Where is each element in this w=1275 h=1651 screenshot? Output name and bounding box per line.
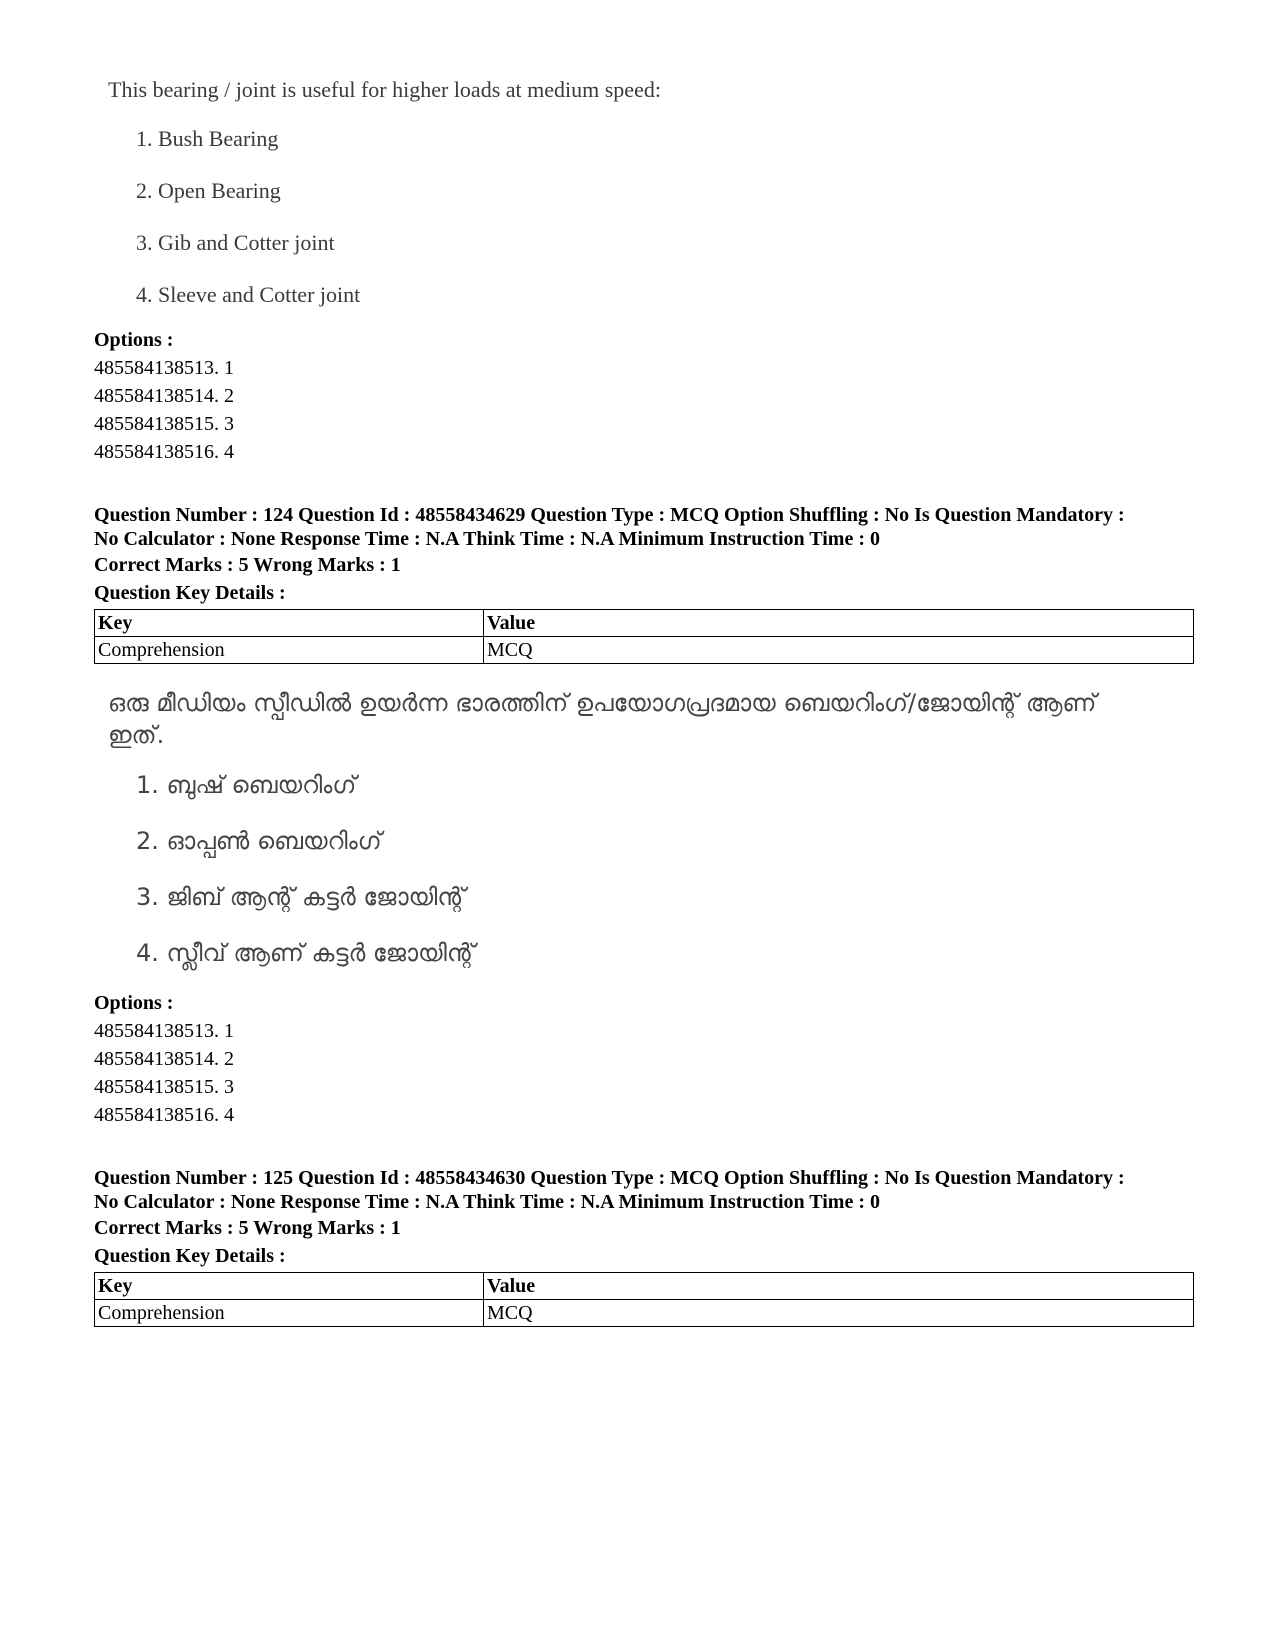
table-cell-key: Comprehension (95, 637, 484, 664)
key-details-table (94, 1272, 1194, 1327)
table-row (95, 1300, 1194, 1327)
table-header-key: Key (95, 1273, 484, 1300)
answer-item: 1. ബുഷ് ബെയറിംഗ് (136, 771, 357, 799)
answer-item: 4. സ്ലീവ് ആണ് കട്ടർ ജോയിന്റ് (136, 939, 476, 967)
question-stem: This bearing / joint is useful for higher loads at medium speed: (108, 77, 661, 102)
question-meta-line: Question Number : 124 Question Id : 48558434629 Question Type : MCQ Option Shuffling : No Is Question Mandatory : (94, 504, 1125, 526)
answer-item: 3. ജിബ് ആന്റ് കട്ടർ ജോയിന്റ് (136, 883, 466, 911)
question-image-english (108, 72, 1158, 322)
question-meta (94, 503, 1194, 551)
key-details-table (94, 609, 1194, 664)
answer-item: 3. Gib and Cotter joint (136, 230, 335, 255)
answer-item: 4. Sleeve and Cotter joint (136, 282, 361, 307)
answer-item: 2. ഓപ്പൺ ബെയറിംഗ് (136, 827, 382, 855)
key-details-label: Question Key Details : (94, 1245, 286, 1267)
answer-item: 1. Bush Bearing (136, 126, 279, 151)
question-stem: ഒരു മീഡിയം സ്പീഡിൽ ഉയർന്ന ഭാരത്തിന് ഉപയോഗപ്രദമായ ബെയറിംഗ്/ജോയിന്റ് ആണ് ഇത്. (108, 689, 1097, 749)
option-item: 485584138516. 4 (94, 1104, 234, 1126)
table-header-value: Value (484, 610, 1194, 637)
table-cell-value: MCQ (484, 637, 1194, 664)
table-cell-key: Comprehension (95, 1300, 484, 1327)
table-header-row (95, 610, 1194, 637)
question-meta-line: No Calculator : None Response Time : N.A Think Time : N.A Minimum Instruction Time : 0 (94, 1191, 880, 1213)
table-row (95, 637, 1194, 664)
option-item: 485584138515. 3 (94, 1076, 234, 1098)
marks-line: Correct Marks : 5 Wrong Marks : 1 (94, 1217, 401, 1239)
question-meta (94, 1166, 1194, 1214)
table-header-key: Key (95, 610, 484, 637)
option-item: 485584138514. 2 (94, 1048, 234, 1070)
question-meta-line: Question Number : 125 Question Id : 48558434630 Question Type : MCQ Option Shuffling : No Is Question Mandatory : (94, 1167, 1125, 1189)
table-header-row (95, 1273, 1194, 1300)
table-header-value: Value (484, 1273, 1194, 1300)
option-item: 485584138515. 3 (94, 413, 234, 435)
option-item: 485584138513. 1 (94, 1020, 234, 1042)
marks-line: Correct Marks : 5 Wrong Marks : 1 (94, 554, 401, 576)
answer-item: 2. Open Bearing (136, 178, 281, 203)
option-item: 485584138513. 1 (94, 357, 234, 379)
table-cell-value: MCQ (484, 1300, 1194, 1327)
option-item: 485584138514. 2 (94, 385, 234, 407)
question-image-malayalam (108, 689, 1188, 1015)
question-meta-line: No Calculator : None Response Time : N.A Think Time : N.A Minimum Instruction Time : 0 (94, 528, 880, 550)
options-label: Options : (94, 992, 174, 1014)
key-details-label: Question Key Details : (94, 582, 286, 604)
option-item: 485584138516. 4 (94, 441, 234, 463)
options-label: Options : (94, 329, 174, 351)
